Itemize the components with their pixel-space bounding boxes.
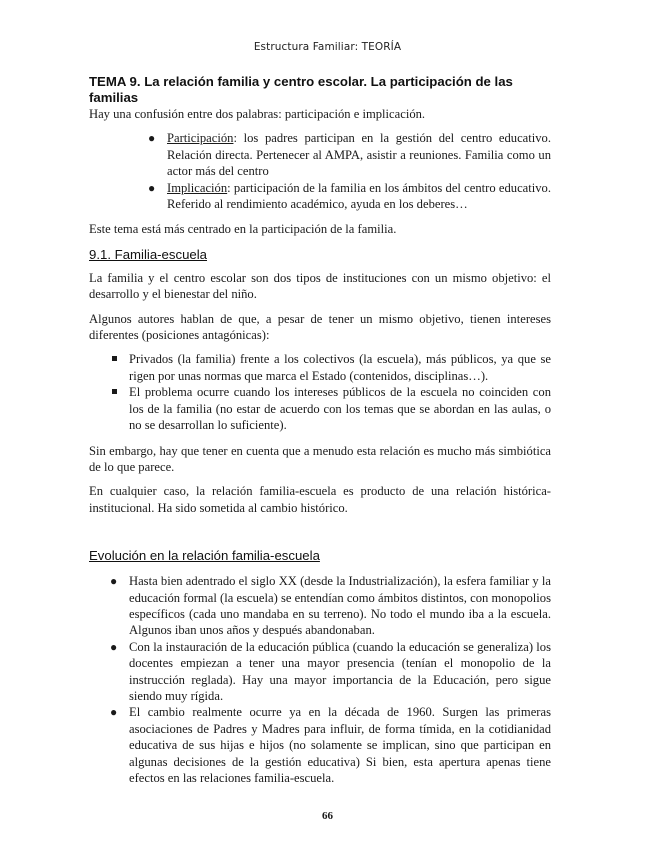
bullet-dot-icon: ● (110, 574, 118, 589)
definition-term: Participación (167, 131, 234, 146)
tema-title: TEMA 9. La relación familia y centro escolar. La participación de las familias (89, 74, 513, 105)
list-item-text: Privados (la familia) frente a los colectivos (la escuela), más públicos, ya que se rigen por unas normas que marca el Estado (contenidos, disciplinas…). (129, 352, 551, 383)
section-heading-familia-escuela: 9.1. Familia-escuela (89, 246, 208, 262)
bullet-square-icon (112, 389, 117, 394)
bullet-dot-icon: ● (110, 639, 118, 654)
page-content (89, 74, 551, 786)
paragraph: La familia y el centro escolar son dos tipos de instituciones con un mismo objetivo: el desarrollo y el bienestar del niño. (89, 270, 551, 302)
paragraph: Sin embargo, hay que tener en cuenta que a menudo esta relación es mucho más simbiótica de lo que parece. (89, 443, 551, 474)
running-header: Estructura Familiar: TEORÍA (253, 41, 402, 53)
paragraph: En cualquier caso, la relación familia-escuela es producto de una relación histórica-institucional. Ha sido sometida al cambio histórico. (89, 484, 551, 515)
paragraph: Algunos autores hablan de que, a pesar de tener un mismo objetivo, tienen intereses diferentes (posiciones antagónicas): (89, 311, 551, 343)
list-item (110, 573, 551, 639)
list-item (148, 180, 551, 213)
list-item (129, 351, 551, 384)
section-heading-evolucion: Evolución en la relación familia-escuela (89, 548, 320, 564)
list-item (129, 384, 551, 433)
evolution-list (110, 573, 551, 786)
definitions-list (148, 130, 551, 212)
list-item-text: El problema ocurre cuando los intereses públicos de la escuela no coinciden con los de la familia (no estar de acuerdo con los temas que se abordan en las aulas, o no se desarrollan lo suficiente). (129, 385, 551, 433)
list-item (110, 639, 551, 705)
focus-note: Este tema está más centrado en la participación de la familia. (89, 222, 397, 237)
list-item-text: El cambio realmente ocurre ya en la década de 1960. Surgen las primeras asociaciones de Padres y Madres para influir, de forma tímida, en la cotidianidad educativa de sus hijas e hijos (no solamente se implican, sino que participan en algunas decisiones de la gestión educativa) Si bien, esta apertura apenas tiene efectos en las relaciones familia-escuela. (129, 705, 551, 785)
bullet-dot-icon: ● (148, 180, 156, 195)
list-item-text: Hasta bien adentrado el siglo XX (desde la Industrialización), la esfera familiar y la educación formal (la escuela) se entendían como ámbitos distintos, con monopolios específicos (cada uno mandaba en su terreno). No todo el mundo iba a la escuela. Algunos iban unos años y después abandonaban. (129, 574, 551, 638)
definition-text: : participación de la familia en los ámbitos del centro educativo. Referido al rendimiento académico, ayuda en los deberes… (167, 180, 551, 212)
page-number: 66 (322, 810, 333, 822)
tema-intro: Hay una confusión entre dos palabras: participación e implicación. (89, 107, 426, 121)
list-item (148, 130, 551, 179)
bullet-dot-icon: ● (110, 705, 118, 720)
bullet-dot-icon: ● (148, 131, 156, 146)
interests-list (129, 351, 551, 433)
definition-term: Implicación (167, 180, 228, 195)
bullet-square-icon (112, 356, 117, 361)
list-item-text: Con la instauración de la educación pública (cuando la educación se generaliza) los docentes empiezan a tener una mayor presencia (tenían el monopolio de la instrucción reglada). Hay una mayor importancia de la Educación, pero sigue siendo muy rígida. (129, 639, 551, 703)
definition-text: : los padres participan en la gestión del centro educativo. Relación directa. Pertenecer al AMPA, asistir a reuniones. Familia como un actor más del centro (167, 131, 551, 179)
list-item (110, 704, 551, 786)
